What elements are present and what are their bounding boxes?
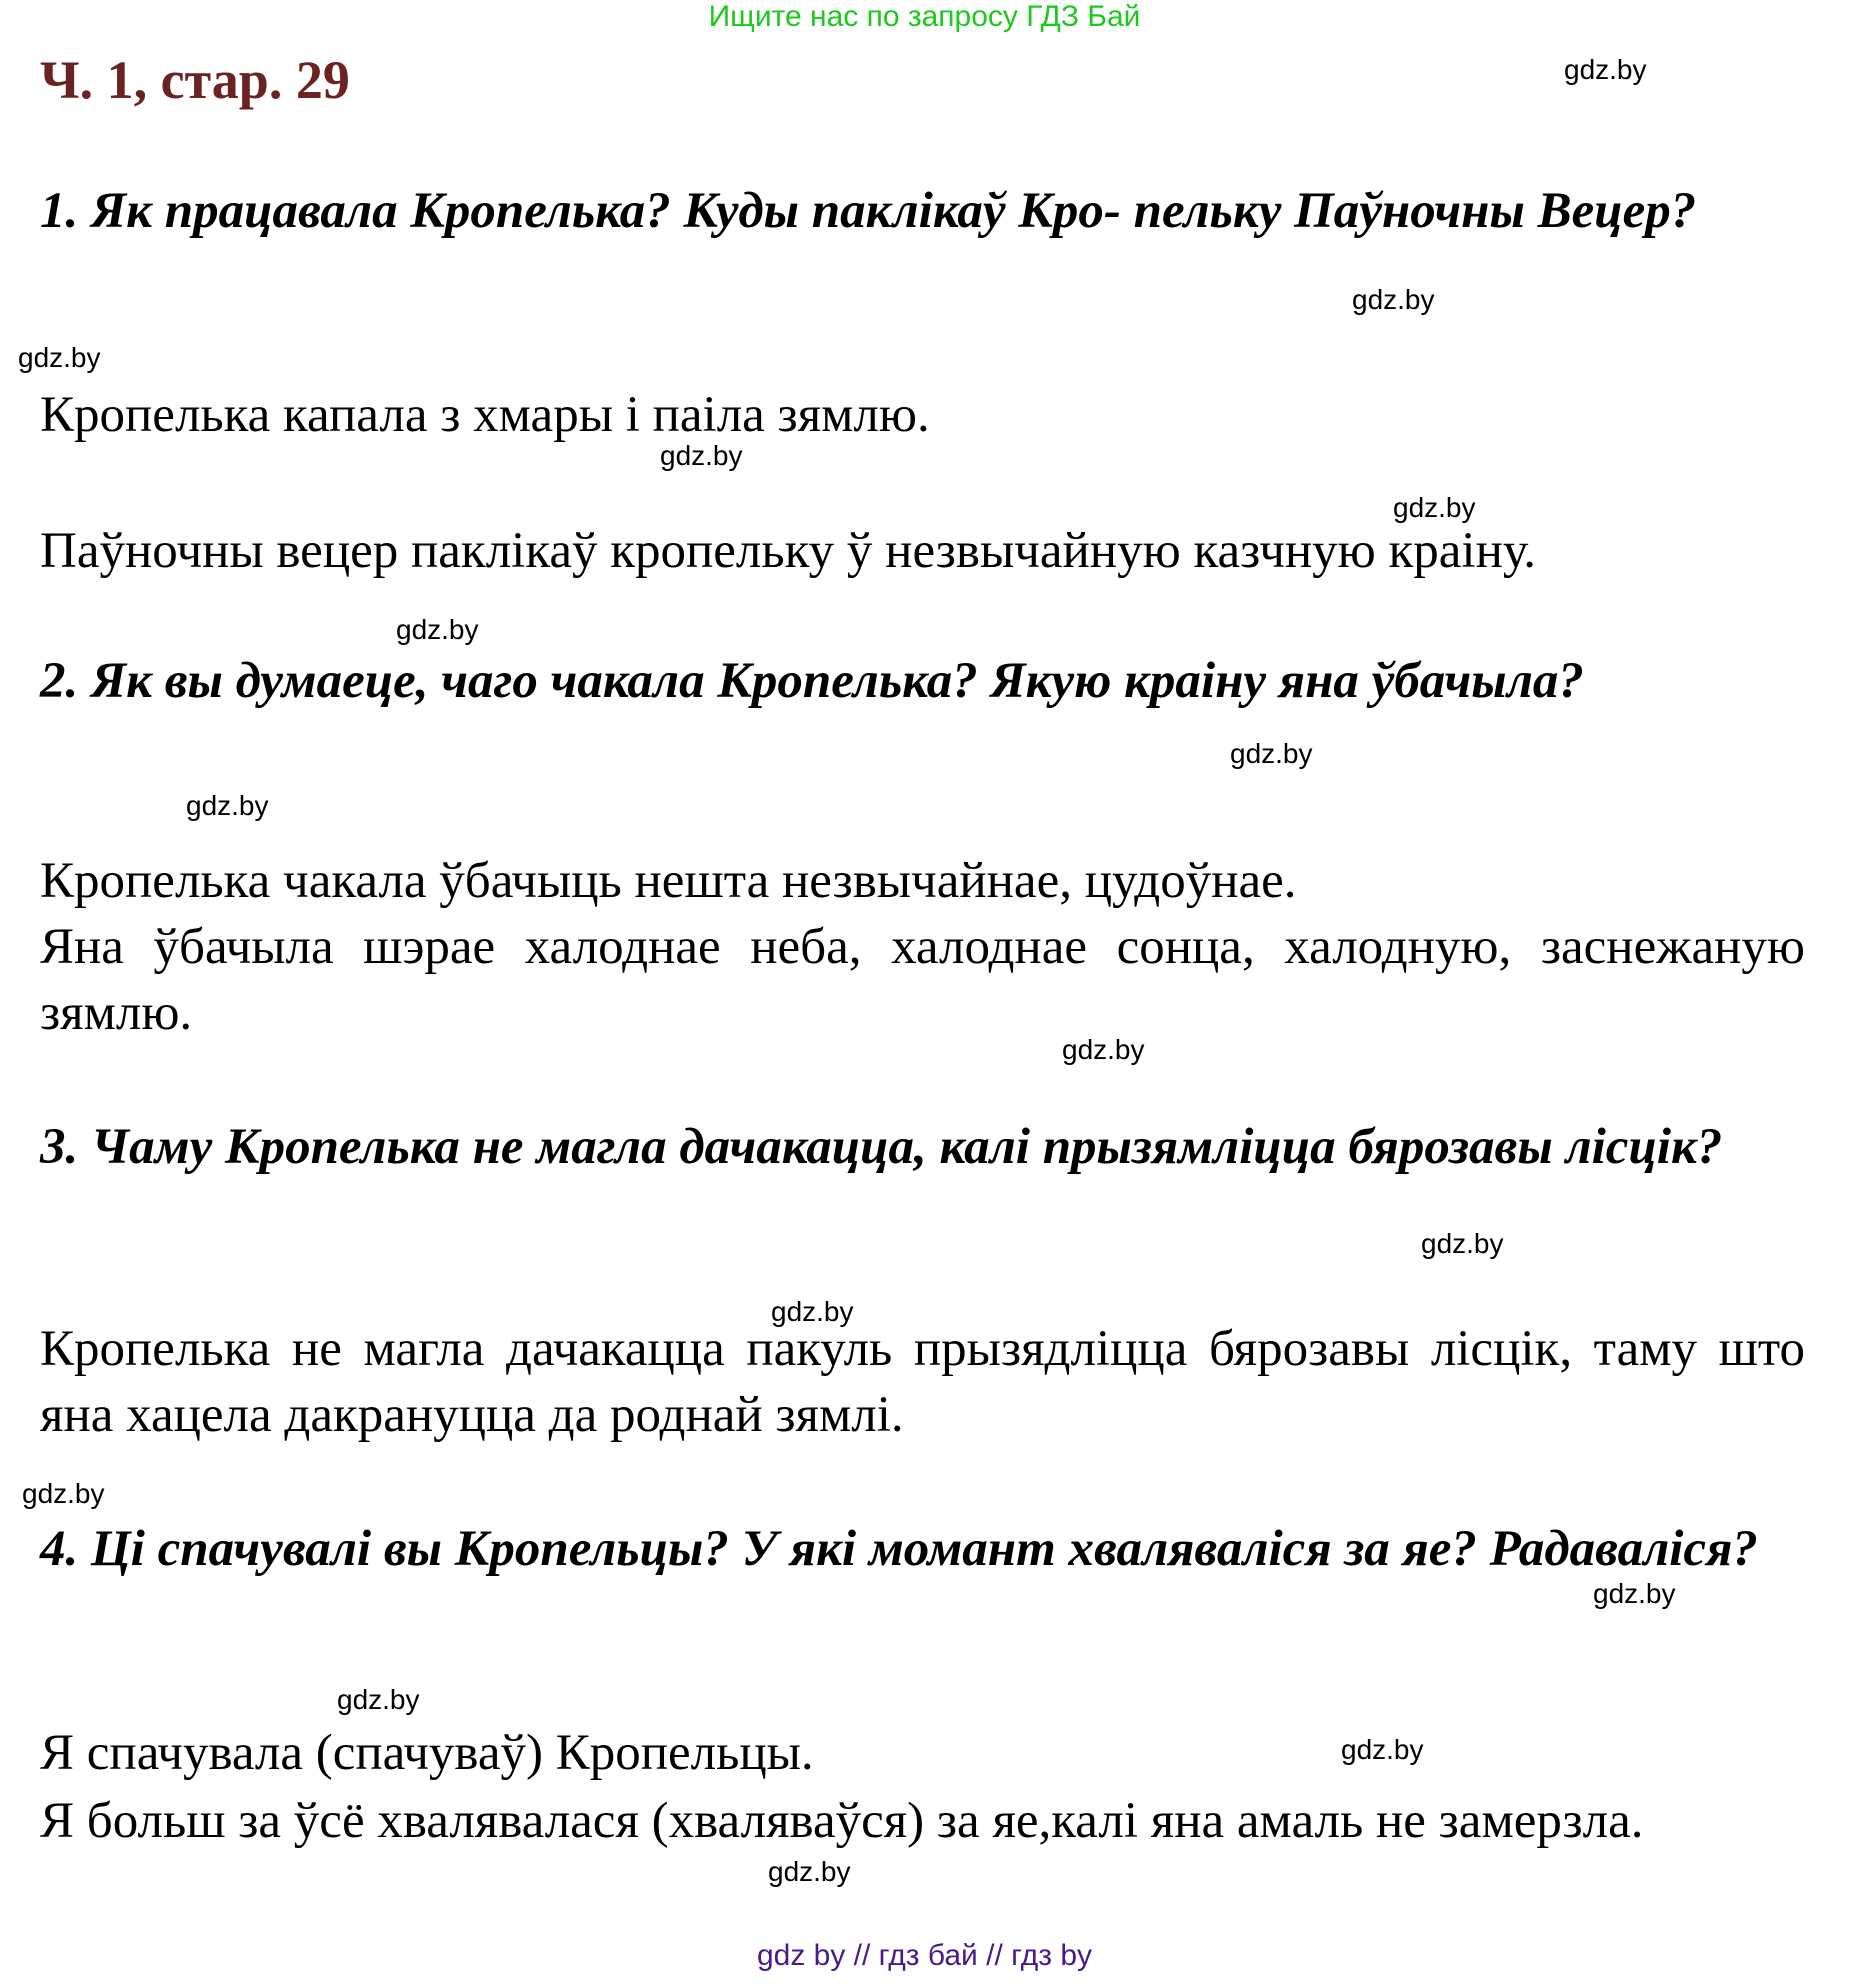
search-hint-banner: Ищите нас по запросу ГДЗ Бай (708, 0, 1141, 33)
answer-3-line-1: Кропелька не магла дачакацца пакуль прызядліцца бярозавы лісцік, таму што яна хацела дакрануцца да роднай зямлі. (40, 1321, 1805, 1443)
watermark: gdz.by (768, 1856, 851, 1887)
answer-1-line-1: Кропелька капала з хмары і паіла зямлю. (40, 387, 930, 443)
watermark: gdz.by (660, 440, 743, 471)
watermark: gdz.by (1393, 492, 1476, 523)
footer-links: gdz by // гдз бай // гдз by (756, 1939, 1093, 1972)
answer-2-line-2: Яна ўбачыла шэрае халоднае неба, халоднае сонца, халодную, заснежаную зямлю. (40, 919, 1805, 1041)
watermark: gdz.by (22, 1478, 105, 1509)
answer-2-line-1: Кропелька чакала ўбачыць нешта незвычайнае, цудоўнае. (40, 853, 1297, 909)
watermark: gdz.by (1564, 54, 1647, 85)
watermark: gdz.by (771, 1296, 854, 1327)
watermark: gdz.by (1421, 1228, 1504, 1259)
answer-1-line-2: Паўночны вецер паклікаў кропельку ў незвычайную казчную краіну. (40, 523, 1537, 579)
page-title: Ч. 1, стар. 29 (40, 50, 350, 110)
watermark: gdz.by (1062, 1034, 1145, 1065)
answer-4-line-2: Я больш за ўсё хвалявалася (хваляваўся) за яе,калі яна амаль не замерзла. (40, 1793, 1644, 1849)
watermark: gdz.by (18, 342, 101, 373)
watermark: gdz.by (396, 614, 479, 645)
answer-4-line-1: Я спачувала (спачуваў) Кропельцы. (40, 1725, 814, 1781)
question-1: 1. Як працавала Кропелька? Куды паклікаў Кро- пельку Паўночны Вецер? (40, 183, 1697, 239)
watermark: gdz.by (1593, 1578, 1676, 1609)
question-3: 3. Чаму Кропелька не магла дачакацца, калі прызямліцца бярозавы лісцік? (40, 1119, 1723, 1175)
watermark: gdz.by (1352, 284, 1435, 315)
watermark: gdz.by (1341, 1734, 1424, 1765)
question-2: 2. Як вы думаеце, чаго чакала Кропелька? Якую краіну яна ўбачыла? (40, 653, 1584, 709)
question-4: 4. Ці спачувалі вы Кропельцы? У які момант хваляваліся за яе? Радаваліся? (40, 1521, 1758, 1577)
watermark: gdz.by (1230, 738, 1313, 769)
watermark: gdz.by (186, 790, 269, 821)
watermark: gdz.by (337, 1684, 420, 1715)
